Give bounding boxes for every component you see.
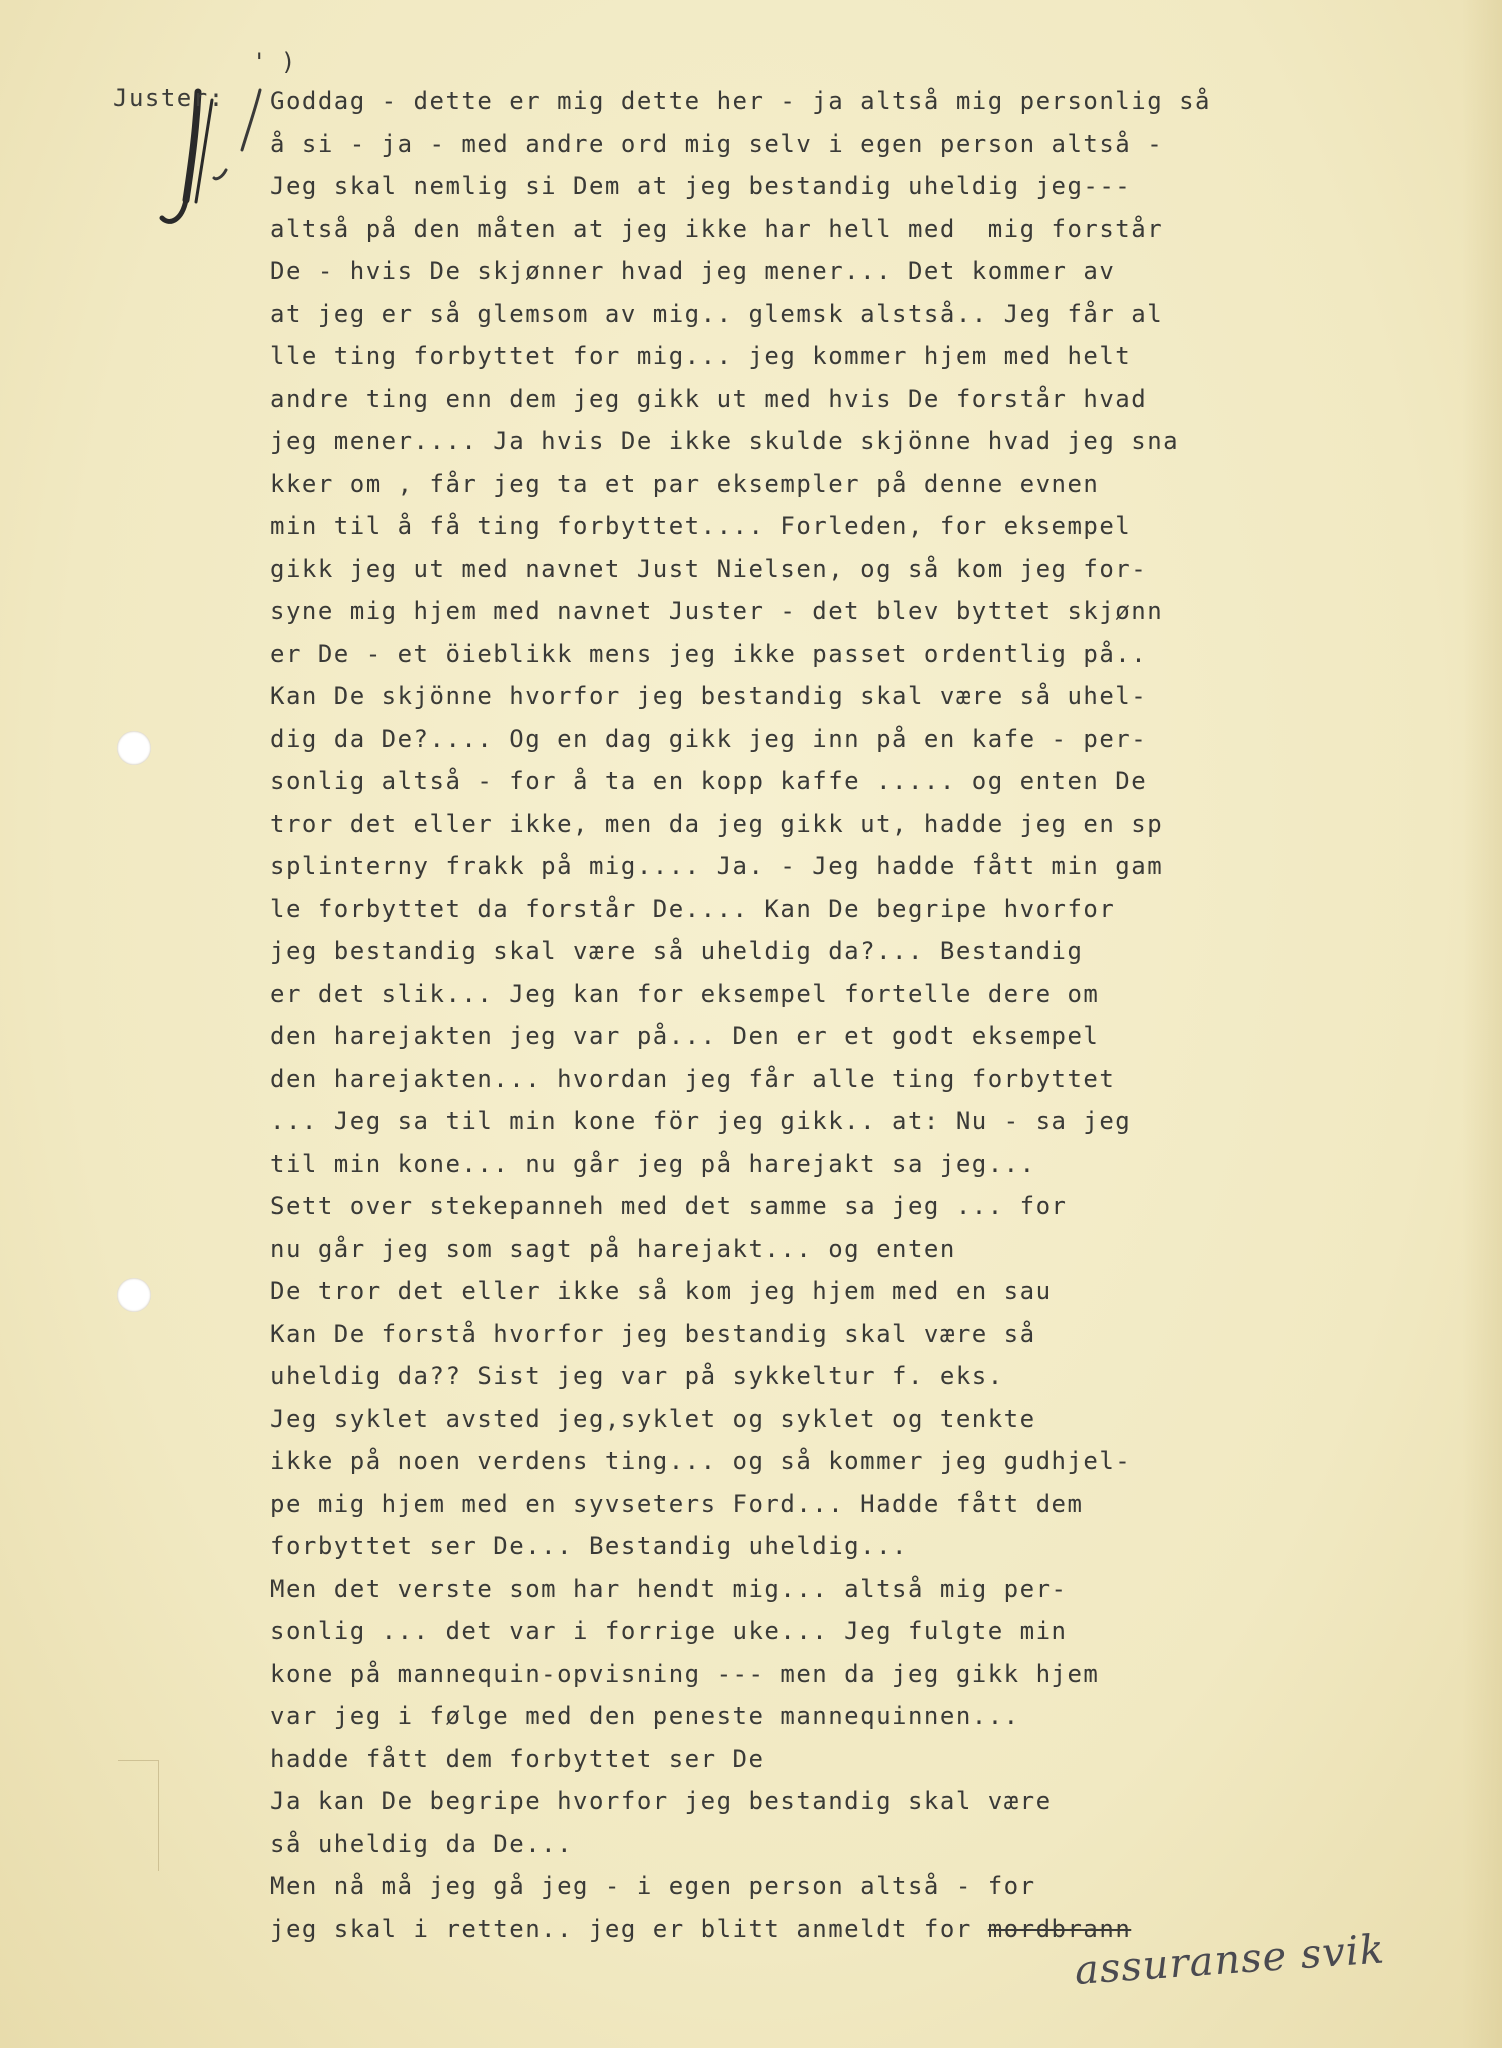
text-line: den harejakten jeg var på... Den er et godt eksempel xyxy=(270,1022,1100,1050)
text-line: gikk jeg ut med navnet Just Nielsen, og så kom jeg for- xyxy=(270,554,1148,583)
handwritten-correction: assuranse svik xyxy=(1073,1926,1387,1994)
text-line: kone på mannequin-opvisning --- men da jeg gikk hjem xyxy=(270,1659,1100,1688)
text-line: at jeg er så glemsom av mig.. glemsk alstså.. Jeg får al xyxy=(270,299,1164,328)
text-line: Sett over stekepanneh med det samme sa jeg ... for xyxy=(270,1192,1068,1220)
text-line: Ja kan De begripe hvorfor jeg bestandig skal være xyxy=(270,1787,1052,1815)
text-line: De tror det eller ikke så kom jeg hjem med en sau xyxy=(270,1277,1052,1305)
text-line: kker om , får jeg ta et par eksempler på denne evnen xyxy=(270,469,1100,498)
text-line: jeg mener.... Ja hvis De ikke skulde skjönne hvad jeg sna xyxy=(270,427,1180,455)
text-line: Jeg syklet avsted jeg,syklet og syklet og tenkte xyxy=(270,1404,1036,1433)
text-line: tror det eller ikke, men da jeg gikk ut, hadde jeg en sp xyxy=(270,809,1164,838)
speaker-label: Juster: xyxy=(113,84,225,112)
text-line: så uheldig da De... xyxy=(270,1829,574,1858)
text-line: pe mig hjem med en syvseters Ford... Hadde fått dem xyxy=(270,1489,1084,1518)
text-line: ikke på noen verdens ting... og så kommer jeg gudhjel- xyxy=(270,1447,1132,1475)
text-line: min til å få ting forbyttet.... Forleden, for eksempel xyxy=(270,512,1132,540)
typed-monologue xyxy=(270,80,1390,1950)
text-line: le forbyttet da forstår De.... Kan De begripe hvorfor xyxy=(270,894,1116,923)
text-line: uheldig da?? Sist jeg var på sykkeltur f. eks. xyxy=(270,1362,1004,1390)
text-line: er det slik... Jeg kan for eksempel fortelle dere om xyxy=(270,979,1100,1008)
text-line: splinterny frakk på mig.... Ja. - Jeg hadde fått min gam xyxy=(270,852,1164,880)
text-line: var jeg i følge med den peneste mannequinnen... xyxy=(270,1702,1020,1730)
text-line: altså på den måten at jeg ikke har hell med mig forstår xyxy=(270,214,1164,243)
text-line: Men det verste som har hendt mig... altså mig per- xyxy=(270,1574,1068,1603)
text-line: sonlig altså - for å ta en kopp kaffe ..... og enten De xyxy=(270,767,1148,795)
text-line: Goddag - dette er mig dette her - ja altså mig personlig så xyxy=(270,87,1212,115)
text-line: Jeg skal nemlig si Dem at jeg bestandig uheldig jeg--- xyxy=(270,172,1132,200)
final-line-text: jeg skal i retten.. jeg er blitt anmeldt for xyxy=(270,1914,988,1943)
text-line: jeg bestandig skal være så uheldig da?... Bestandig xyxy=(270,937,1084,965)
text-line: andre ting enn dem jeg gikk ut med hvis De forstår hvad xyxy=(270,384,1148,413)
top-typed-mark: ' ) xyxy=(252,48,296,76)
text-line: er De - et öieblikk mens jeg ikke passet ordentlig på.. xyxy=(270,639,1148,668)
text-line: dig da De?.... Og en dag gikk jeg inn på en kafe - per- xyxy=(270,724,1148,753)
text-line: Men nå må jeg gå jeg - i egen person altså - for xyxy=(270,1872,1036,1900)
text-line: Kan De forstå hvorfor jeg bestandig skal være så xyxy=(270,1319,1036,1348)
text-line: hadde fått dem forbyttet ser De xyxy=(270,1744,765,1773)
paper-edge-shading xyxy=(1462,0,1502,2048)
text-line: å si - ja - med andre ord mig selv i egen person altså - xyxy=(270,129,1164,158)
text-line: De - hvis De skjønner hvad jeg mener... Det kommer av xyxy=(270,257,1116,285)
text-line: lle ting forbyttet for mig... jeg kommer hjem med helt xyxy=(270,342,1132,370)
text-line: sonlig ... det var i forrige uke... Jeg fulgte min xyxy=(270,1617,1068,1645)
text-line: syne mig hjem med navnet Juster - det blev byttet skjønn xyxy=(270,597,1164,625)
text-line: forbyttet ser De... Bestandig uheldig... xyxy=(270,1532,908,1560)
struck-word: mordbrann xyxy=(987,1914,1132,1943)
text-line: til min kone... nu går jeg på harejakt sa jeg... xyxy=(270,1149,1036,1178)
text-line: nu går jeg som sagt på harejakt... og enten xyxy=(270,1234,956,1263)
punch-hole-bottom xyxy=(117,1278,151,1312)
text-line: Kan De skjönne hvorfor jeg bestandig skal være så uhel- xyxy=(270,682,1148,710)
punch-hole-top xyxy=(117,731,151,765)
text-line: ... Jeg sa til min kone för jeg gikk.. at: Nu - sa jeg xyxy=(270,1107,1132,1135)
paper-fold-mark xyxy=(118,1760,159,1871)
text-line: den harejakten... hvordan jeg får alle ting forbyttet xyxy=(270,1064,1116,1093)
